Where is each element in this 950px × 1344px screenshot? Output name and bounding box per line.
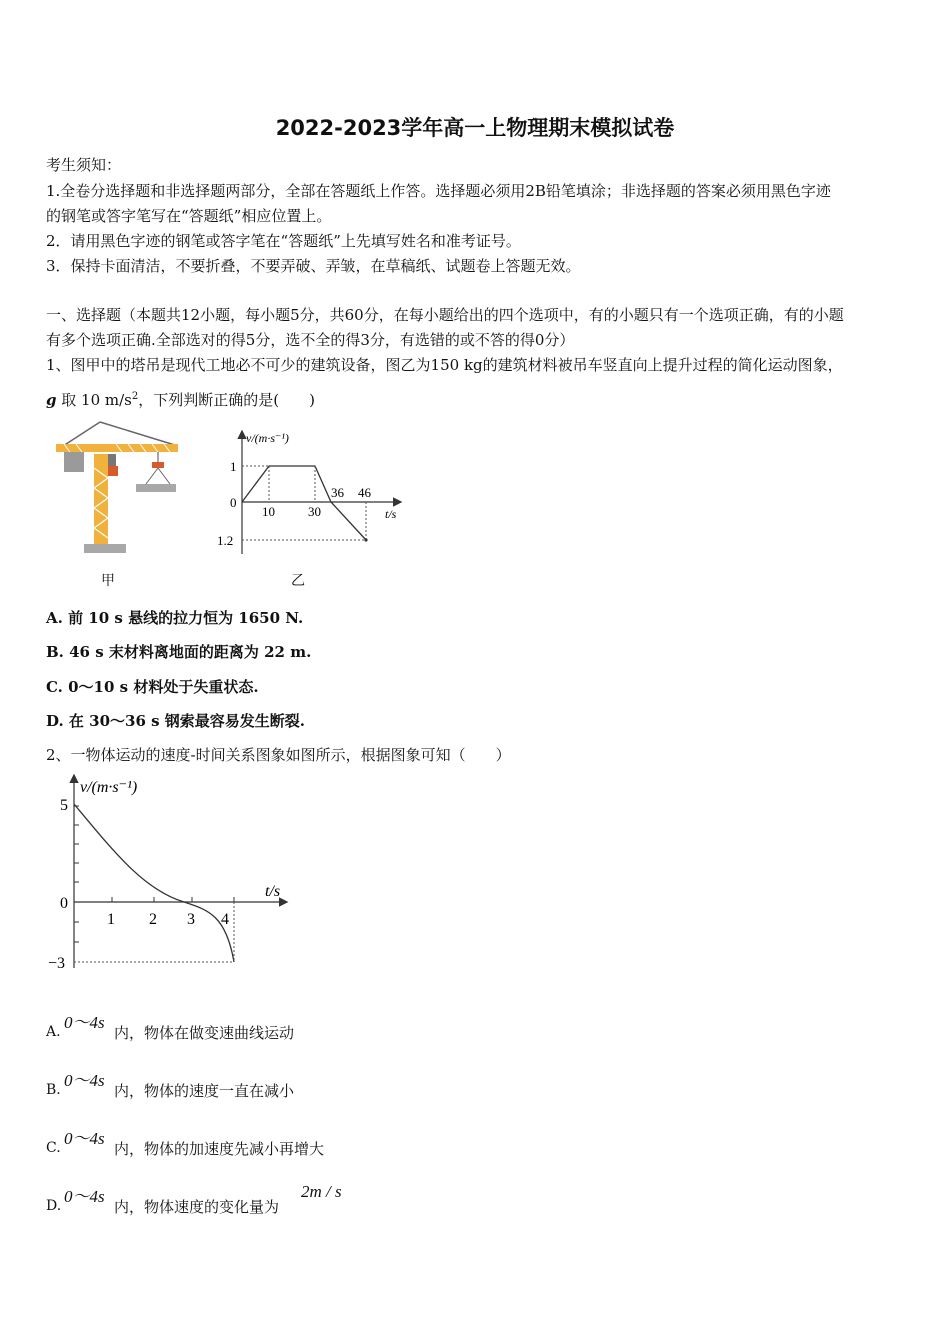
- notice-line-1a: 1.全卷分选择题和非选择题两部分，全部在答题纸上作答。选择题必须用2B铅笔填涂；非选择题的答案必须用黑色字迹: [46, 182, 831, 200]
- q1-g-symbol: g: [46, 391, 57, 409]
- q2-graph-xlabel: t/s: [265, 883, 281, 900]
- tower-crane-figure: [50, 418, 190, 560]
- q2-option-b-text: 内，物体的速度一直在减小: [114, 1082, 295, 1100]
- q1-option-b: B. 46 s 末材料离地面的距离为 22 m.: [46, 643, 312, 661]
- q1-stem-end: ，下列判断正确的是( ): [138, 391, 315, 409]
- q2-tick-2: 2: [149, 911, 157, 928]
- q1-tick-36: 36: [331, 485, 344, 500]
- notice-heading: 考生须知：: [46, 156, 122, 174]
- q1-graph-ylabel: v/(m·s⁻¹): [246, 431, 289, 445]
- q2-option-d-text: 内，物体速度的变化量为: [114, 1198, 280, 1216]
- q1-g-value: 取 10 m/s: [56, 391, 132, 409]
- notice-line-2: 2．请用黑色字迹的钢笔或答字笔在“答题纸”上先填写姓名和准考证号。: [46, 232, 521, 250]
- q1-option-d: D. 在 30～36 s 钢索最容易发生断裂.: [46, 712, 306, 730]
- q2-option-a-math: 0～4s: [64, 1013, 105, 1032]
- q2-tick-neg3: −3: [48, 955, 66, 972]
- notice-line-3: 3．保持卡面清洁，不要折叠，不要弄破、弄皱，在草稿纸、试题卷上答题无效。: [46, 257, 581, 275]
- q2-graph-ylabel: v/(m·s⁻¹): [80, 779, 138, 796]
- q1-tick-46: 46: [358, 485, 371, 500]
- q2-tick-4: 4: [221, 911, 229, 928]
- q2-option-d-letter: D.: [46, 1198, 62, 1214]
- q2-tick-3: 3: [187, 911, 195, 928]
- q2-tick-0: 0: [60, 895, 68, 912]
- q2-option-d-value: 2m / s: [301, 1182, 342, 1201]
- q2-tick-5: 5: [60, 797, 68, 814]
- q1-stem-line1: 1、图甲中的塔吊是现代工地必不可少的建筑设备，图乙为150 kg的建筑材料被吊车竖直向上提升过程的简化运动图象，: [46, 356, 843, 374]
- q2-option-a-letter: A.: [46, 1024, 61, 1040]
- notice-line-1b: 的钢笔或答字笔写在“答题纸”相应位置上。: [46, 207, 332, 225]
- q1-option-a: A. 前 10 s 悬线的拉力恒为 1650 N.: [46, 609, 304, 627]
- figure-caption-yi: 乙: [291, 573, 305, 589]
- q1-tick-neg: 1.2: [217, 533, 234, 548]
- section-heading-a: 一、选择题（本题共12小题，每小题5分，共60分，在每小题给出的四个选项中，有的小题只有一个选项正确，有的小题: [46, 306, 844, 324]
- section-heading-b: 有多个选项正确.全部选对的得5分，选不全的得3分，有选错的或不答的得0分）: [46, 331, 575, 349]
- figure-caption-jia: 甲: [101, 573, 115, 589]
- q2-tick-1: 1: [107, 911, 115, 928]
- q1-tick-30: 30: [308, 504, 321, 519]
- q2-option-a-text: 内，物体在做变速曲线运动: [114, 1024, 295, 1042]
- q2-vt-graph: [44, 772, 294, 972]
- q2-option-c-text: 内，物体的加速度先减小再增大: [114, 1140, 325, 1158]
- q1-graph-xlabel: t/s: [385, 507, 397, 521]
- q1-vt-graph: [212, 426, 412, 556]
- q1-g-exponent: 2: [131, 391, 139, 402]
- q2-option-b-math: 0～4s: [64, 1071, 105, 1090]
- q1-tick-1: 1: [230, 459, 237, 474]
- q1-tick-0: 0: [230, 495, 237, 510]
- q1-stem-line2: [46, 389, 315, 410]
- q2-stem: 2、一物体运动的速度-时间关系图象如图所示，根据图象可知（ ）: [46, 746, 511, 764]
- q2-option-c-math: 0～4s: [64, 1129, 105, 1148]
- page-title: 2022-2023学年高一上物理期末模拟试卷: [275, 116, 675, 140]
- q2-option-c-letter: C.: [46, 1140, 61, 1156]
- q2-option-b-letter: B.: [46, 1082, 61, 1098]
- q1-option-c: C. 0～10 s 材料处于失重状态.: [46, 678, 259, 696]
- q1-tick-10: 10: [262, 504, 275, 519]
- q2-option-d-math: 0～4s: [64, 1187, 105, 1206]
